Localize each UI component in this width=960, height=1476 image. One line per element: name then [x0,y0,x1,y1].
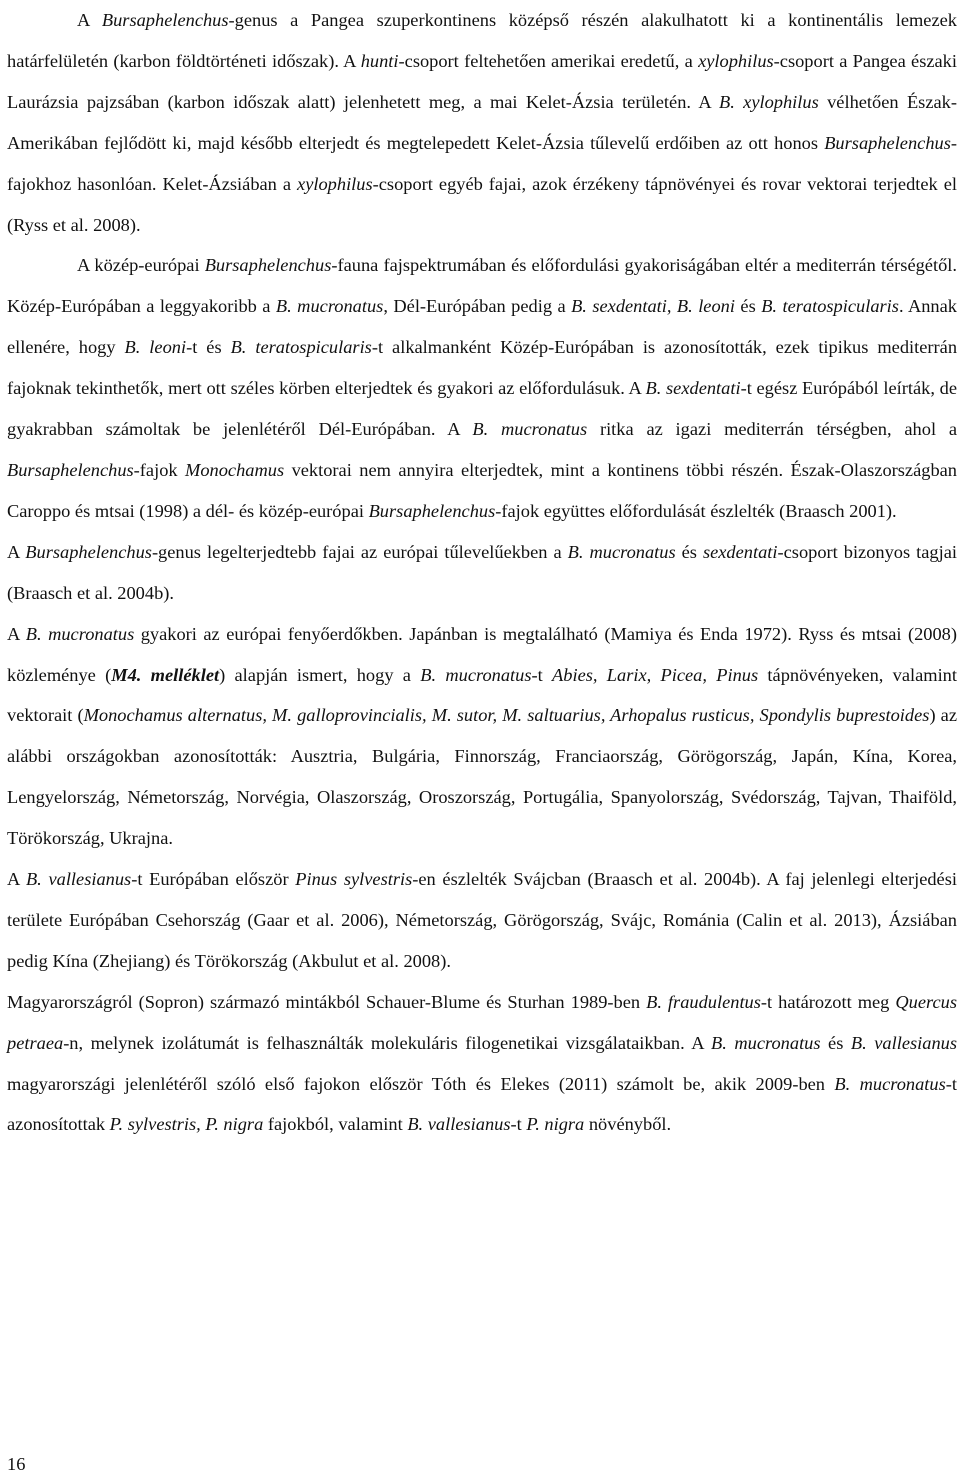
italic-run: B. mucronatus [567,541,676,562]
italic-run: P. nigra [526,1114,585,1135]
text-run: és [734,296,762,317]
text-run: -csoport a Pangea északi Laurázsia pajzsában (karbon időszak alatt) jelenhetett meg, a mai Kelet-Ázsia területén. A [7,50,957,112]
text-run: fajokból, valamint [263,1114,408,1135]
text-run: Magyarországról (Sopron) származó mintákból Schauer-Blume és Sturhan 1989-ben [7,991,647,1012]
italic-run: B. vallesianus [407,1114,511,1135]
text-run: -t alkalmanként Közép-Európában is azonosították, ezek tipikus mediterrán fajoknak tekinthetők, mert ott széles körben elterjedtek és gyakori az előfordulásuk. A [7,337,958,399]
text-run: -csoport feltehetően amerikai eredetű, a [398,50,699,71]
italic-run: xylophilus [297,173,373,194]
page-number: 16 [7,1454,26,1474]
text-run: vektorai nem annyira elterjedtek, mint a kontinens többi részén. Észak-Olaszországban Caroppo és mtsai (1998) a dél- és közép-európai [7,459,957,521]
text-run: -t [531,664,553,685]
text-run: magyarországi jelenlétéről szóló első fajokon először Tóth és Elekes (2011) számolt be, akik 2009-ben [7,1073,835,1094]
text-run: ritka az igazi mediterrán térségben, ahol a [587,419,958,440]
italic-run: xylophilus [698,50,774,71]
text-run: A [7,869,26,890]
italic-run: Monochamus [185,459,285,480]
text-run: A [7,623,26,644]
paragraph [7,245,957,531]
italic-run: B. teratospicularis [761,296,899,317]
italic-run: Pinus sylvestris [295,869,413,890]
text-run: tápnövényeken, valamint vektorait ( [7,664,957,726]
italic-run: hunti [360,50,399,71]
text-run: . Annak ellenére, hogy [7,296,957,358]
italic-run: Bursaphelenchus [204,255,332,276]
italic-run: B. vallesianus [25,869,132,890]
text-run: -en észlelték Svájcban (Braasch et al. 2004b). A faj jelenlegi elterjedési területe Európában Csehország (Gaar et al. 2006), Németország, Görögország, Svájc, Románia (Calin et al. 2013), Ázsiában pedig Kína (Zhejiang) és Törökország (Akbulut et al. 2008). [7,869,957,971]
text-run: -t Európában először [131,869,296,890]
italic-run: sexdentati [702,541,778,562]
italic-run: B. sexdentati [645,378,741,399]
italic-run: B. mucronatus [25,623,135,644]
text-run: A [7,541,26,562]
paragraph [7,532,957,614]
text-run: növényből. [584,1114,672,1135]
text-run: -t [510,1114,527,1135]
italic-run: B. mucronatus [834,1073,946,1094]
italic-run: B. teratospicularis [230,337,372,358]
text-run: -fajok együttes előfordulását észlelték (Braasch 2001). [495,500,897,521]
paragraph [7,982,957,1146]
italic-run: P. sylvestris, P. nigra [109,1114,264,1135]
text-run: -t egész Európából leírták, de gyakrabban számoltak be jelenlétéről Dél-Európában. A [7,378,957,440]
text-run: -csoport bizonyos tagjai (Braasch et al. 2004b). [7,541,958,603]
text-run: -fajok [133,459,186,480]
text-run: és [675,541,703,562]
italic-run: Bursaphelenchus [824,132,951,153]
italic-run: Bursaphelenchus [7,459,134,480]
text-run: -t és [186,337,231,358]
paragraph [7,614,957,859]
italic-run: B. fraudulentus [646,991,761,1012]
italic-run: Bursaphelenchus [101,10,229,30]
text-run: és [820,1032,851,1053]
italic-run: B. vallesianus [850,1032,957,1053]
italic-run: M4. melléklet [111,664,220,685]
text-run: , Dél-Európában pedig a [383,296,572,317]
italic-run: B. mucronatus [472,419,588,440]
text-run: A [77,10,102,30]
text-run: -fajokhoz hasonlóan. Kelet-Ázsiában a [7,132,957,194]
text-run: vélhetően Észak-Amerikában fejlődött ki, majd később elterjedt és megtelepedett Kelet-Ázsia tűlevelű erdőiben az ott honos [7,91,957,153]
text-run: -genus legelterjedtebb fajai az európai tűlevelűekben a [151,541,568,562]
italic-run: Quercus petraea [7,991,958,1053]
paragraph [7,0,957,245]
paragraph [7,859,957,982]
text-run: -n, melynek izolátumát is felhasználták molekuláris filogenetikai vizsgálataikban. A [63,1032,712,1053]
italic-run: B. mucronatus [711,1032,821,1053]
italic-run: Bursaphelenchus [368,500,496,521]
italic-run: B. mucronatus [420,664,532,685]
italic-run: Abies, Larix, Picea, Pinus [552,664,759,685]
italic-run: Monochamus alternatus, M. galloprovincialis, M. sutor, M. saltuarius, Arhopalus rusticus, Spondylis buprestoides [83,705,930,726]
text-run: ) az alábbi országokban azonosították: Ausztria, Bulgária, Finnország, Franciaország, Görögország, Japán, Kína, Korea, Lengyelország, Németország, Norvégia, Olaszország, Oroszország, Portugália, Spanyolország, Svédország, Tajvan, Thaiföld, Törökország, Ukrajna. [7,705,957,849]
body-text [7,0,957,1145]
text-run: -t azonosítottak [7,1073,957,1135]
italic-run: B. leoni [124,337,187,358]
text-run: -csoport egyéb fajai, azok érzékeny tápnövényei és rovar vektorai terjedtek el (Ryss et al. 2008). [7,173,957,235]
text-run: A közép-európai [77,255,205,276]
italic-run: B. mucronatus [275,296,384,317]
text-run: -t határozott meg [760,991,896,1012]
italic-run: Bursaphelenchus [25,541,152,562]
text-run: -fauna fajspektrumában és előfordulási gyakoriságában eltér a mediterrán térségétől. Közép-Európában a leggyakoribb a [7,255,957,317]
italic-run: B. xylophilus [718,91,819,112]
text-run: -genus a Pangea szuperkontinens középső részén alakulhatott ki a kontinentális lemezek határfelületén (karbon földtörténeti időszak). A [7,10,957,71]
text-run: gyakori az európai fenyőerdőkben. Japánban is megtalálható (Mamiya és Enda 1972). Ryss és mtsai (2008) közleménye ( [7,623,958,685]
italic-run: B. sexdentati, B. leoni [571,296,735,317]
text-run: ) alapján ismert, hogy a [219,664,421,685]
